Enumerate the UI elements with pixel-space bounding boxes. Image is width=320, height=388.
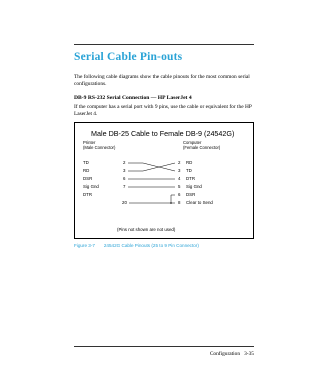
left-pin-7: 7 [123, 184, 126, 189]
subheading: DB-9 RS-232 Serial Connection — HP LaserJet 4 [74, 95, 192, 101]
right-pin-8: 8 [178, 200, 181, 205]
left-signal-dtr: DTR [83, 192, 93, 197]
caption-text: 24542G Cable Pinouts (25 to 9 Pin Connector) [103, 243, 199, 248]
right-signal-rd: RD [186, 160, 193, 165]
left-header-line-1: Printer [83, 140, 96, 145]
caption-label: Figure 3-7 [74, 243, 95, 248]
page-footer [210, 351, 254, 357]
left-signal-rd: RD [83, 168, 90, 173]
right-pin-4: 4 [178, 176, 181, 181]
cable-diagram [75, 123, 255, 240]
left-signal-sig-gnd: Sig Gnd [83, 184, 99, 189]
subheading-paragraph: If the computer has a serial port with 9 pins, use the cable or equivalent for the HP LaserJet 4. [74, 104, 252, 117]
right-header-line-1: Computer [183, 140, 202, 145]
cable-diagram-figure [74, 122, 254, 239]
junction-dot [170, 202, 172, 204]
intro-paragraph: The following cable diagrams show the cable pinouts for the most common serial configurations. [74, 74, 250, 87]
left-header-line-2: (Male Connector) [83, 145, 116, 150]
bottom-rule [74, 346, 254, 347]
wiring [128, 163, 175, 203]
right-pin-2: 2 [178, 160, 181, 165]
figure-caption [74, 243, 199, 248]
left-signal-td: TD [83, 160, 89, 165]
right-signal-td: TD [186, 168, 192, 173]
left-pin-3: 3 [123, 168, 126, 173]
left-signal-dsr: DSR [83, 176, 93, 181]
section-title: Serial Cable Pin-outs [74, 51, 183, 63]
footer-section: Configuration [209, 351, 241, 357]
right-pin-5: 5 [178, 184, 181, 189]
top-rule [74, 44, 254, 45]
right-signal-dtr: DTR [186, 176, 196, 181]
left-pin-20: 20 [122, 200, 127, 205]
right-signal-clear-to-send: Clear to Send [186, 200, 213, 205]
wire-nodes [170, 202, 172, 204]
footer-page-number: 3-35 [244, 351, 254, 357]
figure-note: (Pins not shown are not used) [117, 227, 176, 232]
right-header-line-2: (Female Connector) [183, 145, 221, 150]
right-pin-3: 3 [178, 168, 181, 173]
right-signal-sig-gnd: Sig Gnd [186, 184, 202, 189]
right-signal-dsr: DSR [186, 192, 196, 197]
left-pin-2: 2 [123, 160, 126, 165]
right-pin-6: 6 [178, 192, 181, 197]
figure-title: Male DB-25 Cable to Female DB-9 (24542G) [91, 129, 235, 138]
left-pin-6: 6 [123, 176, 126, 181]
